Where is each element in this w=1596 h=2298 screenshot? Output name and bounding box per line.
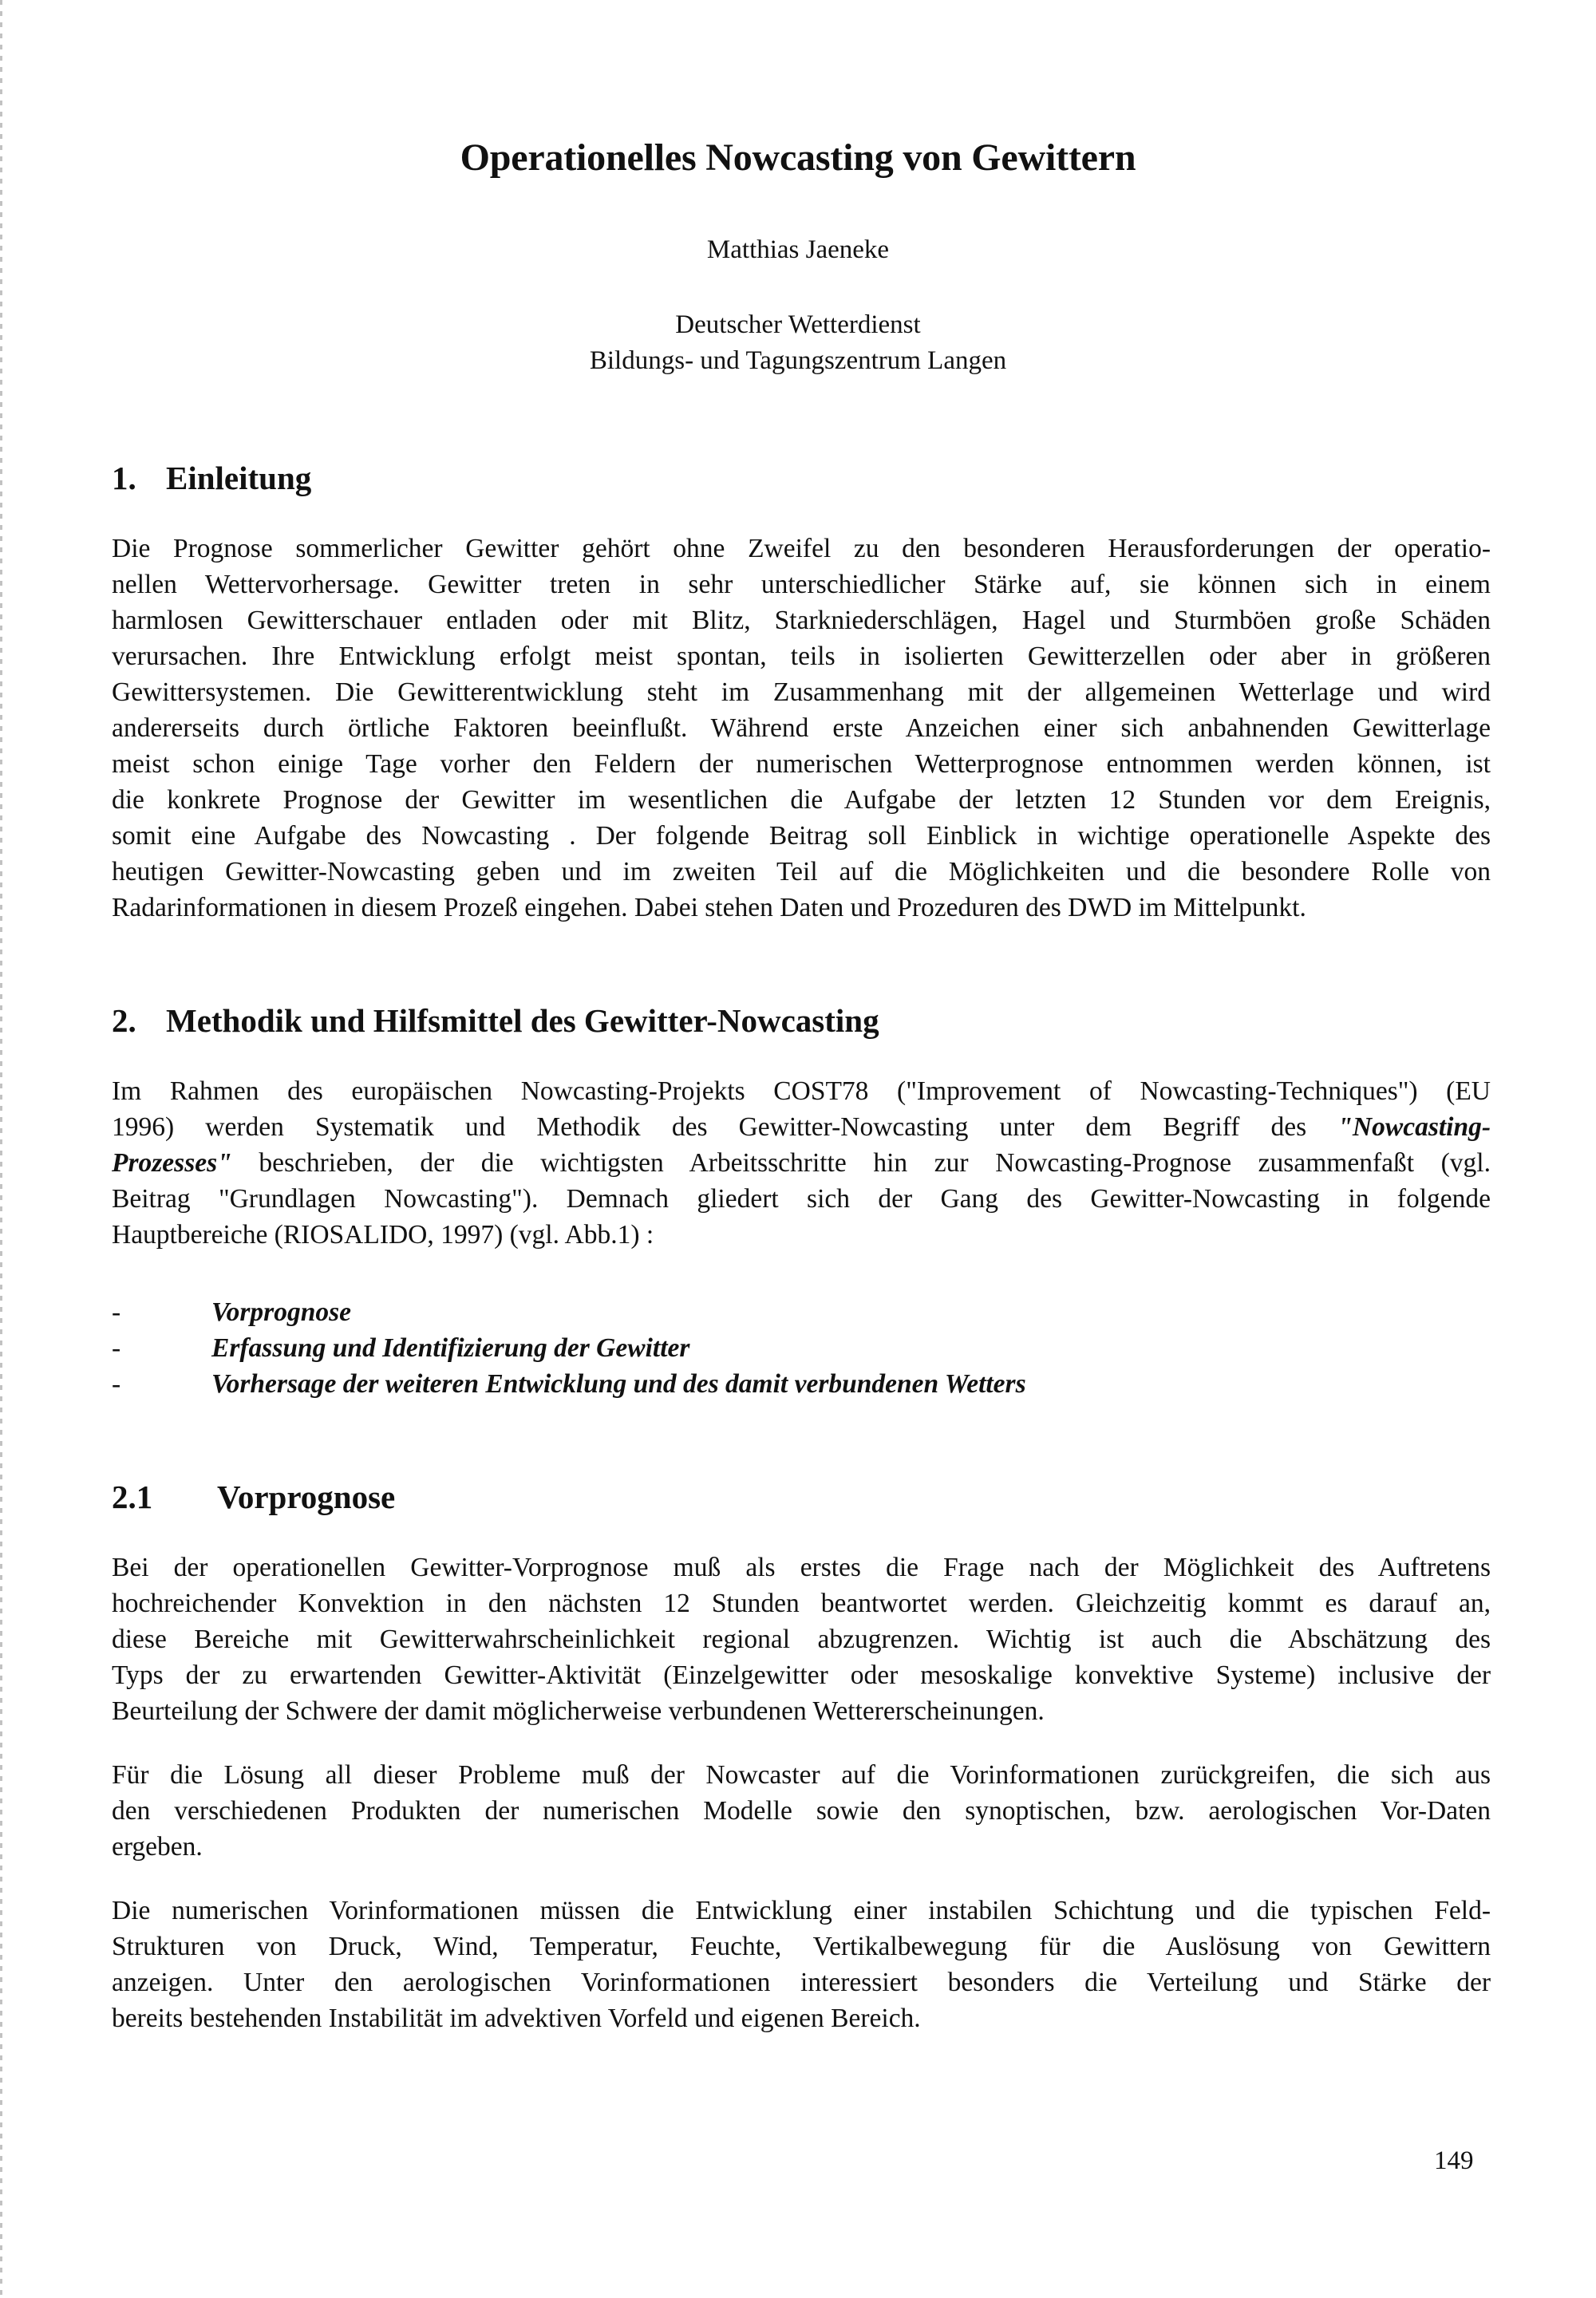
author-affiliation [0,307,1596,379]
list-item-text: Vorhersage der weiteren Entwicklung und des damit verbundenen Wetters [211,1369,1026,1399]
text-line: Im Rahmen des europäischen Nowcasting-Projekts COST78 ("Improvement of Nowcasting-Techniques") (EU [112,1076,1491,1106]
paper-title: Operationelles Nowcasting von Gewittern [460,136,1136,179]
section-title: Einleitung [166,460,312,496]
text-line: diese Bereiche mit Gewitterwahrscheinlichkeit regional abzugrenzen. Wichtig ist auch die Abschätzung des [112,1625,1491,1654]
section-heading-1 [112,459,311,497]
text-line: nellen Wettervorhersage. Gewitter treten in sehr unterschiedlicher Stärke auf, sie können sich in einem [112,570,1491,599]
paragraph-vorprognose-1 [112,1550,1491,1729]
text-line: andererseits durch örtliche Faktoren beeinflußt. Während erste Anzeichen einer sich anbahnenden Gewitterlage [112,713,1491,743]
affiliation-line: Bildungs- und Tagungszentrum Langen [589,346,1007,375]
list-bullet: - [112,1297,121,1327]
text-line: hochreichender Konvektion in den nächsten 12 Stunden beantwortet werden. Gleichzeitig kommt es darauf an, [112,1589,1491,1618]
text-line [112,1145,1491,1181]
text-run: 1996) werden Systematik und Methodik des Gewitter-Nowcasting unter dem Begriff des [112,1112,1307,1142]
emphasized-term: Prozesses" [112,1148,232,1178]
list-item [112,1330,1026,1366]
paragraph-methodik [112,1073,1491,1253]
section-title: Vorprognose [217,1479,396,1515]
emphasized-term: "Nowcasting- [1337,1112,1491,1142]
text-line: somit eine Aufgabe des Nowcasting . Der folgende Beitrag soll Einblick in wichtige operationelle Aspekte des [112,821,1491,851]
list-item [112,1366,1026,1402]
text-line: meist schon einige Tage vorher den Feldern der numerischen Wetterprognose entnommen werden können, ist [112,749,1491,779]
page-number: 149 [1434,2146,1474,2175]
text-line [112,1109,1491,1145]
text-line: Hauptbereiche (RIOSALIDO, 1997) (vgl. Abb.1) : [112,1220,654,1250]
section-title: Methodik und Hilfsmittel des Gewitter-Nowcasting [166,1002,879,1039]
section-number: 2.1 [112,1479,153,1515]
affiliation-line: Deutscher Wetterdienst [675,310,921,339]
section-number: 2. [112,1002,136,1039]
text-line: heutigen Gewitter-Nowcasting geben und im zweiten Teil auf die Möglichkeiten und die besondere Rolle von [112,857,1491,886]
text-line: bereits bestehenden Instabilität im advektiven Vorfeld und eigenen Bereich. [112,2004,921,2033]
section-number: 1. [112,460,136,496]
text-line: Die numerischen Vorinformationen müssen die Entwicklung einer instabilen Schichtung und die typischen Feld- [112,1896,1491,1925]
section-heading-2 [112,1001,879,1040]
text-line: Beitrag "Grundlagen Nowcasting"). Demnach gliedert sich der Gang des Gewitter-Nowcasting in folgende [112,1184,1491,1214]
text-line: harmlosen Gewitterschauer entladen oder mit Blitz, Starkniederschlägen, Hagel und Sturmböen große Schäden [112,606,1491,635]
text-line: Beurteilung der Schwere der damit möglicherweise verbundenen Wettererscheinungen. [112,1696,1045,1726]
text-line: verursachen. Ihre Entwicklung erfolgt meist spontan, teils in isolierten Gewitterzellen oder aber in größeren [112,642,1491,671]
text-line: anzeigen. Unter den aerologischen Vorinformationen interessiert besonders die Verteilung und Stärke der [112,1968,1491,1997]
list-bullet: - [112,1333,121,1363]
text-line: die konkrete Prognose der Gewitter im wesentlichen die Aufgabe der letzten 12 Stunden vor dem Ereignis, [112,785,1491,815]
text-run: beschrieben, der die wichtigsten Arbeitsschritte hin zur Nowcasting-Prognose zusammenfaßt (vgl. [231,1148,1491,1178]
list-item [112,1294,1026,1330]
process-steps-list [112,1294,1026,1402]
text-line: ergeben. [112,1832,203,1862]
section-heading-2-1 [112,1478,395,1516]
text-line: Radarinformationen in diesem Prozeß eingehen. Dabei stehen Daten und Prozeduren des DWD im Mittelpunkt. [112,893,1306,922]
text-line: Strukturen von Druck, Wind, Temperatur, Feuchte, Vertikalbewegung für die Auslösung von Gewittern [112,1932,1491,1961]
text-line: Die Prognose sommerlicher Gewitter gehört ohne Zweifel zu den besonderen Herausforderungen der operatio- [112,534,1491,563]
text-line: Gewittersystemen. Die Gewitterentwicklung steht im Zusammenhang mit der allgemeinen Wetterlage und wird [112,677,1491,707]
text-line: Bei der operationellen Gewitter-Vorprognose muß als erstes die Frage nach der Möglichkeit des Auftretens [112,1553,1491,1582]
text-line: den verschiedenen Produkten der numerischen Modelle sowie den synoptischen, bzw. aerologischen Vor-Daten [112,1796,1491,1826]
paragraph-vorprognose-2 [112,1757,1491,1865]
author-name: Matthias Jaeneke [706,235,890,264]
paragraph-vorprognose-3 [112,1893,1491,2036]
paragraph-einleitung [112,531,1491,926]
list-item-text: Erfassung und Identifizierung der Gewitter [211,1333,690,1363]
text-line: Für die Lösung all dieser Probleme muß der Nowcaster auf die Vorinformationen zurückgreifen, die sich aus [112,1760,1491,1790]
list-bullet: - [112,1369,121,1399]
text-line: Typs der zu erwartenden Gewitter-Aktivität (Einzelgewitter oder mesoskalige konvektive Systeme) inclusive der [112,1660,1491,1690]
list-item-text: Vorprognose [211,1297,351,1327]
